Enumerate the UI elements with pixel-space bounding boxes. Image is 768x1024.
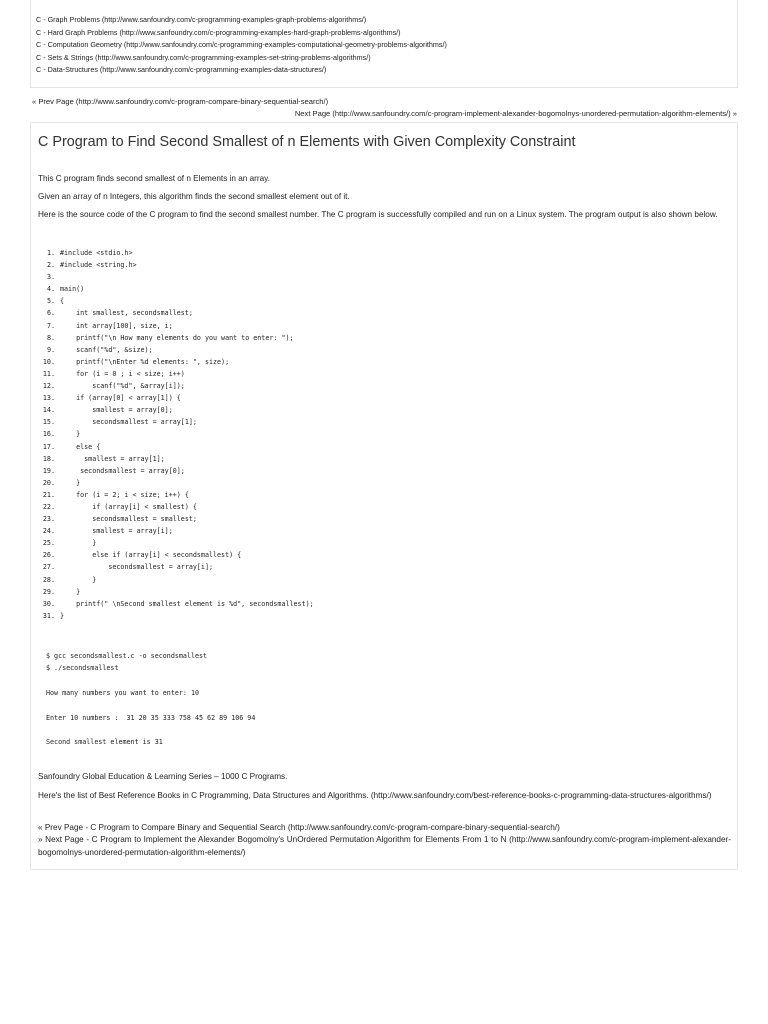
code-text: #include <string.h> bbox=[60, 261, 137, 270]
line-number: 7. bbox=[46, 321, 55, 330]
code-text: smallest = array[1]; bbox=[60, 454, 165, 463]
line-number: 18. bbox=[42, 454, 55, 463]
related-link-graph[interactable]: C - Graph Problems (http://www.sanfoundry.com/c-programming-examples-graph-problems-algorithms/) bbox=[36, 15, 367, 24]
code-text: secondsmallest = array[1]; bbox=[60, 418, 197, 427]
line-number: 16. bbox=[42, 430, 55, 439]
description-text: Given an array of n Integers, this algorithm finds the second smallest element out of it. bbox=[38, 192, 350, 201]
code-line bbox=[38, 307, 314, 319]
line-number: 27. bbox=[42, 563, 55, 572]
code-text: secondsmallest = array[0]; bbox=[60, 466, 185, 475]
code-line bbox=[38, 404, 314, 416]
line-number: 26. bbox=[42, 551, 55, 560]
code-text: if (array[0] < array[1]) { bbox=[60, 394, 181, 403]
line-number: 21. bbox=[42, 490, 55, 499]
line-number: 19. bbox=[42, 466, 55, 475]
line-number: 8. bbox=[46, 333, 55, 342]
code-line bbox=[38, 610, 314, 622]
line-number: 17. bbox=[42, 442, 55, 451]
code-line bbox=[38, 356, 314, 368]
source-intro-text: Here is the source code of the C program to find the second smallest number. The C program is successfully compiled and run on a Linux system. The program output is also shown below. bbox=[38, 210, 718, 219]
code-text: smallest = array[i]; bbox=[60, 527, 173, 536]
line-number: 31. bbox=[42, 611, 55, 620]
footer-next-link[interactable]: » Next Page - C Program to Implement the Alexander Bogomolny's UnOrdered Permutation Algorithm for Elements From 1 to N (http://www.sanfoundry.com/c-program-implement-alexander-bogomolnys-unordered-permutation-algorithm-elements/) bbox=[38, 835, 731, 857]
code-line bbox=[38, 586, 314, 598]
code-line bbox=[38, 283, 314, 295]
line-number: 20. bbox=[42, 478, 55, 487]
code-line bbox=[38, 392, 314, 404]
footer-prev-link[interactable]: « Prev Page - C Program to Compare Binary and Sequential Search (http://www.sanfoundry.com/c-program-compare-binary-sequential-search/) bbox=[38, 823, 560, 832]
series-text: Sanfoundry Global Education & Learning Series – 1000 C Programs. bbox=[38, 772, 288, 781]
code-line bbox=[38, 441, 314, 453]
source-code-listing bbox=[38, 247, 314, 622]
code-text: } bbox=[60, 430, 81, 439]
output-entered-numbers: Enter 10 numbers : 31 20 35 333 758 45 62 89 106 94 bbox=[46, 714, 256, 722]
code-line bbox=[38, 525, 314, 537]
line-number: 28. bbox=[42, 575, 55, 584]
line-number: 30. bbox=[42, 599, 55, 608]
related-link-sets-strings[interactable]: C - Sets & Strings (http://www.sanfoundry.com/c-programming-examples-set-string-problems-algorithms/) bbox=[36, 52, 371, 62]
line-number: 9. bbox=[46, 345, 55, 354]
related-link-hard-graph[interactable]: C - Hard Graph Problems (http://www.sanfoundry.com/c-programming-examples-hard-graph-problems-algorithms/) bbox=[36, 27, 401, 37]
line-number: 3. bbox=[46, 273, 55, 282]
code-line bbox=[38, 271, 314, 283]
related-link-data-structures[interactable]: C - Data-Structures (http://www.sanfoundry.com/c-programming-examples-data-structures/) bbox=[36, 65, 327, 75]
code-line bbox=[38, 428, 314, 440]
line-number: 24. bbox=[42, 527, 55, 536]
code-text: for (i = 0 ; i < size; i++) bbox=[60, 369, 185, 378]
line-number: 6. bbox=[46, 309, 55, 318]
intro-text: This C program finds second smallest of n Elements in an array. bbox=[38, 174, 270, 183]
code-line bbox=[38, 259, 314, 271]
code-text: if (array[i] < smallest) { bbox=[60, 502, 197, 511]
line-number: 15. bbox=[42, 418, 55, 427]
code-line bbox=[38, 295, 314, 307]
code-text: printf(" \nSecond smallest element is %d", secondsmallest); bbox=[60, 599, 314, 608]
line-number: 1. bbox=[46, 249, 55, 257]
article-title: C Program to Find Second Smallest of n Elements with Given Complexity Constraint bbox=[38, 134, 576, 150]
code-line bbox=[38, 477, 314, 489]
line-number: 2. bbox=[46, 261, 55, 270]
line-number: 14. bbox=[42, 406, 55, 415]
code-text: else if (array[i] < secondsmallest) { bbox=[60, 551, 242, 560]
code-line bbox=[38, 549, 314, 561]
related-links-list bbox=[36, 14, 447, 77]
output-prompt: How many numbers you want to enter: 10 bbox=[46, 689, 199, 697]
code-line bbox=[38, 380, 314, 392]
code-text: int smallest, secondsmallest; bbox=[60, 309, 193, 318]
code-text: for (i = 2; i < size; i++) { bbox=[60, 490, 189, 499]
line-number: 25. bbox=[42, 539, 55, 548]
code-line bbox=[38, 453, 314, 465]
code-line bbox=[38, 465, 314, 477]
code-text: int array[100], size, i; bbox=[60, 321, 173, 330]
code-line bbox=[38, 332, 314, 344]
line-number: 23. bbox=[42, 515, 55, 524]
code-text: smallest = array[0]; bbox=[60, 406, 173, 415]
line-number: 4. bbox=[46, 285, 55, 294]
code-line bbox=[38, 561, 314, 573]
code-text: printf("\nEnter %d elements: ", size); bbox=[60, 357, 230, 366]
code-text: #include <stdio.h> bbox=[60, 249, 133, 257]
line-number: 22. bbox=[42, 502, 55, 511]
code-text: } bbox=[60, 575, 97, 584]
code-text: secondsmallest = smallest; bbox=[60, 515, 197, 524]
code-text: else { bbox=[60, 442, 101, 451]
code-line bbox=[38, 501, 314, 513]
line-number: 12. bbox=[42, 382, 55, 391]
output-compile-command: $ gcc secondsmallest.c -o secondsmallest bbox=[46, 652, 208, 660]
code-text: } bbox=[60, 587, 81, 596]
output-run-command: $ ./secondsmallest bbox=[46, 664, 119, 672]
line-number: 10. bbox=[42, 357, 55, 366]
line-number: 29. bbox=[42, 587, 55, 596]
code-line bbox=[38, 537, 314, 549]
code-text: secondsmallest = array[i]; bbox=[60, 563, 213, 572]
prev-page-link[interactable]: « Prev Page (http://www.sanfoundry.com/c-program-compare-binary-sequential-search/) bbox=[32, 97, 329, 106]
code-line bbox=[38, 574, 314, 586]
code-text: } bbox=[60, 539, 97, 548]
code-line bbox=[38, 416, 314, 428]
code-text: { bbox=[60, 297, 65, 306]
code-line bbox=[38, 344, 314, 356]
line-number: 13. bbox=[42, 394, 55, 403]
code-text: } bbox=[60, 611, 65, 620]
line-number: 11. bbox=[42, 369, 55, 378]
code-line bbox=[38, 247, 314, 259]
related-link-computation-geometry[interactable]: C - Computation Geometry (http://www.sanfoundry.com/c-programming-examples-computational-geometry-problems-algorithms/) bbox=[36, 40, 447, 50]
code-line bbox=[38, 489, 314, 501]
code-text: scanf("%d", &array[i]); bbox=[60, 382, 185, 391]
code-line bbox=[38, 598, 314, 610]
code-line bbox=[38, 368, 314, 380]
output-result: Second smallest element is 31 bbox=[46, 738, 163, 746]
code-text: printf("\n How many elements do you want to enter: "); bbox=[60, 333, 294, 342]
line-number: 5. bbox=[46, 297, 55, 306]
code-line bbox=[38, 320, 314, 332]
reference-books-text[interactable]: Here's the list of Best Reference Books in C Programming, Data Structures and Algorithms. (http://www.sanfoundry.com/best-reference-books-c-programming-data-structures-algorithms/) bbox=[38, 791, 712, 800]
code-text: main() bbox=[60, 285, 85, 294]
code-line bbox=[38, 513, 314, 525]
code-text: } bbox=[60, 478, 81, 487]
code-text: scanf("%d", &size); bbox=[60, 345, 153, 354]
next-page-link[interactable]: Next Page (http://www.sanfoundry.com/c-program-implement-alexander-bogomolnys-unordered-permutation-algorithm-elements/) » bbox=[294, 109, 737, 118]
